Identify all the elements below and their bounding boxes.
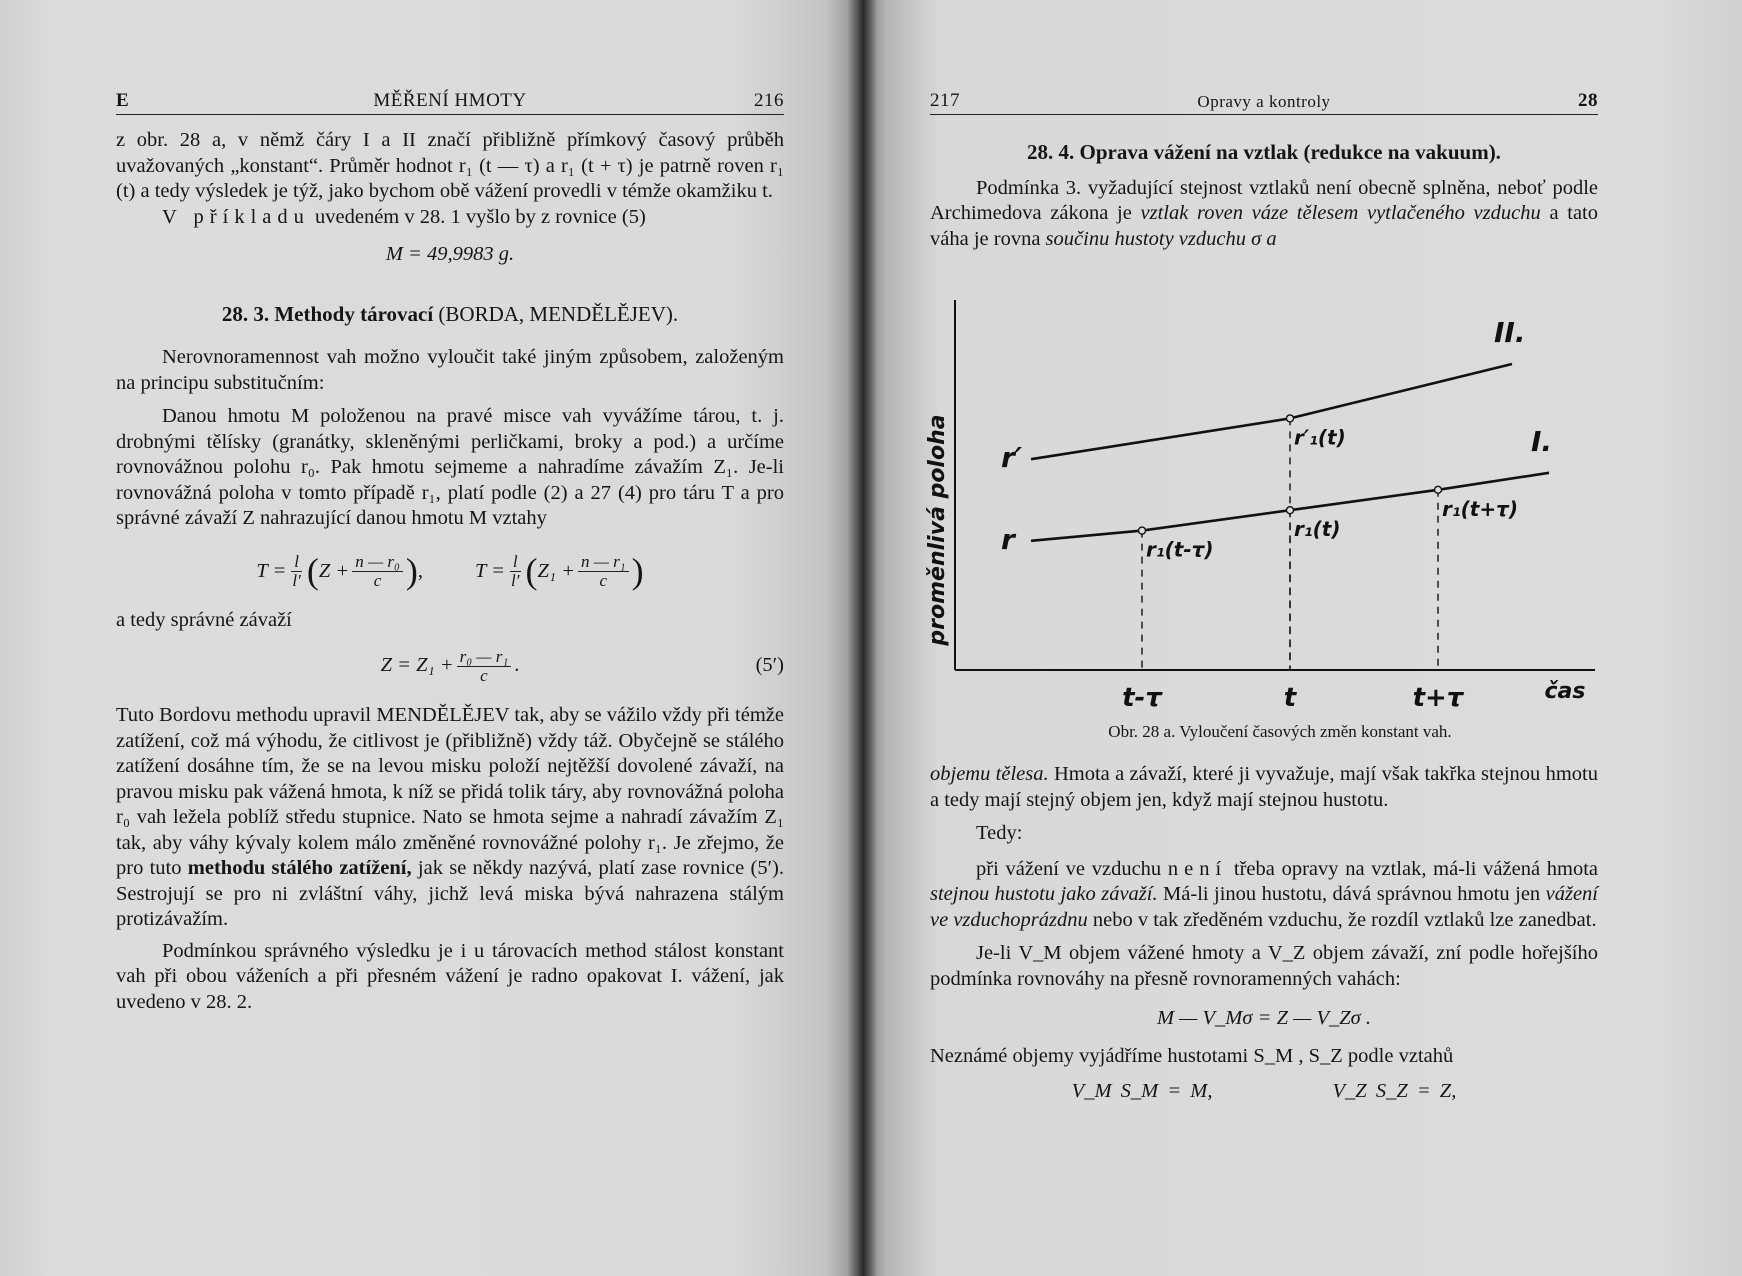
- left-running-head: [116, 90, 784, 116]
- x-tick-label: t-τ: [1122, 683, 1162, 713]
- paragraph: a tedy správné závaží: [116, 608, 292, 631]
- data-point-label: r₁(t): [1294, 517, 1341, 542]
- equation: M — V_Mσ = Z — V_Zσ .: [1156, 1007, 1371, 1029]
- right-text-bottom: [930, 762, 1598, 1105]
- section-heading: 28. 3. Methody tárovací (BORDA, MENDĚLĚJEV).: [221, 301, 679, 326]
- series-line-II: [1031, 364, 1512, 459]
- paragraph: objemu tělesa. Hmota a závaží, které ji vyvažuje, mají však takřka stejnou hmotu a tedy mají stejný objem jen, když mají stejnou hustotu.: [930, 763, 1599, 811]
- data-point: [1287, 415, 1294, 422]
- paragraph: Podmínka 3. vyžadující stejnost vztlaků není obecně splněna, neboť podle Archimedova zákona je vztlak roven váze tělesem vytlačeného vzduchu a tato váha je rovna součinu hustoty vzduchu σ a: [930, 176, 1598, 250]
- figure-28a: [925, 290, 1600, 713]
- series-start-label: r: [1001, 522, 1015, 556]
- chart-svg: [925, 290, 1600, 713]
- paragraph: Neznámé objemy vyjádříme hustotami S_M , S_Z podle vztahů: [930, 1044, 1454, 1067]
- x-axis-label: čas: [1544, 679, 1586, 704]
- equation-5prime: Z = Z₁ + $\frac{\text{r₀ — r₁}}{c}$ . (5′): [380, 646, 784, 685]
- header-rule: [930, 114, 1598, 115]
- data-point: [1287, 507, 1294, 514]
- left-page: [0, 0, 860, 1276]
- figure-caption: Obr. 28 a. Vyloučení časových změn konstant vah.: [1108, 722, 1452, 741]
- data-point: [1139, 527, 1146, 534]
- series-start-label: r′: [1001, 441, 1023, 475]
- header-rule: [116, 114, 784, 115]
- page-number: 216: [754, 90, 784, 111]
- equation-number: (5′): [755, 654, 784, 677]
- equation: V_M S_M = M, V_Z S_Z = Z,: [1071, 1080, 1457, 1102]
- paragraph: Tuto Bordovu methodu upravil MENDĚLĚJEV tak, aby se vážilo vždy při témže zatížení, což má výhodu, že citlivost je (přibližně) vždy táž. Obyčejně se stálého zatížení dosáhne tím, že se na levou misku položí nejtěžší dovolené závaží, na pravou misku pak vážená hmota, k níž se přidá tolik táry, aby rovnovážná poloha r₀ vah ležela poblíž středu stupnice. Nato se hmota sejme a nahradí závažím Z₁ tak, aby váhy kývaly kolem málo změněné rovnovážné polohy r₁. Je zřejmo, že pro tuto methodu stálého zatížení, jak se někdy nazývá, platí zase rovnice (5′). Sestrojují se pro ni zvláštní váhy, jichž levá miska bývá nahrazena stálým protizávažím.: [116, 704, 785, 930]
- data-point-label: r₁(t+τ): [1442, 496, 1518, 521]
- left-text-block: [116, 128, 784, 1015]
- equation: M = 49,9983 g.: [385, 243, 515, 265]
- running-title: MĚŘENÍ HMOTY: [373, 90, 527, 111]
- x-tick-label: t+τ: [1412, 683, 1464, 713]
- right-text-top: [930, 140, 1598, 252]
- data-point-label: r₁(t-τ): [1146, 537, 1214, 562]
- paragraph: z obr. 28 a, v němž čáry I a II značí přibližně přímkový časový průběh uvažovaných „konstant“. Průměr hodnot r₁ (t — τ) a r₁ (t + τ) je patrně roven r₁ (t) a tedy výsledek je týž, jako bychom obě vážení provedli v témže okamžiku t.: [116, 129, 784, 202]
- chapter-letter: E: [116, 90, 130, 111]
- paragraph: Podmínkou správného výsledku je i u tárovacích method stálost konstant vah při obou váženích a při přesném vážení je radno opakovat I. vážení, jak uvedeno v 28. 2.: [116, 939, 784, 1013]
- paragraph: při vážení ve vzduchu není třeba opravy na vztlak, má-li vážená hmota stejnou hustotu jako závaží. Má-li jinou hustotu, dává správnou hmotu jen vážení ve vzduchoprázdnu nebo v tak zředěném vzduchu, že rozdíl vztlaků lze zanedbat.: [930, 857, 1598, 931]
- paragraph: Danou hmotu M položenou na pravé misce vah vyvážíme tárou, t. j. drobnými tělísky (granátky, skleněnými perličkami, broky a pod.) a určíme rovnovážnou polohu r₀. Pak hmotu sejmeme a nahradíme závažím Z₁. Je-li rovnovážná poloha v tomto případě r₁, platí podle (2) a 27 (4) pro táru T a pro správné závaží Z nahrazující danou hmotu M vztahy: [116, 405, 784, 529]
- section-heading: 28. 4. Oprava vážení na vztlak (redukce na vakuum).: [1027, 140, 1501, 164]
- paragraph: V příkladu uvedeném v 28. 1 vyšlo by z rovnice (5): [162, 205, 646, 228]
- series-name-label: I.: [1531, 424, 1553, 458]
- right-running-head: [930, 90, 1598, 116]
- equation-tara: T = $\frac{l}{l'}$ ( Z + $\frac{\text{n — r₀}}{c}$ ) , T = $\frac{l}{l'}$ ( Z₁ + $\frac{\text{n — r₁}}{c}$ ): [256, 550, 644, 591]
- paragraph: Tedy:: [976, 822, 1023, 844]
- paragraph: Je-li V_M objem vážené hmoty a V_Z objem závaží, zní podle hořejšího podmínka rovnováhy na přesně rovnoramenných vahách:: [930, 942, 1598, 990]
- data-point-label: r′₁(t): [1294, 425, 1346, 450]
- running-title: Opravy a kontroly: [1197, 92, 1331, 111]
- y-axis-label: proměnlivá poloha: [925, 414, 950, 646]
- chapter-number: 28: [1578, 90, 1598, 111]
- data-point: [1435, 486, 1442, 493]
- page-number: 217: [930, 90, 960, 111]
- series-name-label: II.: [1494, 316, 1526, 349]
- x-tick-label: t: [1283, 683, 1297, 713]
- book-gutter: [848, 0, 876, 1276]
- paragraph: Nerovnoramennost vah možno vyloučit také jiným způsobem, založeným na principu substitučním:: [116, 346, 784, 394]
